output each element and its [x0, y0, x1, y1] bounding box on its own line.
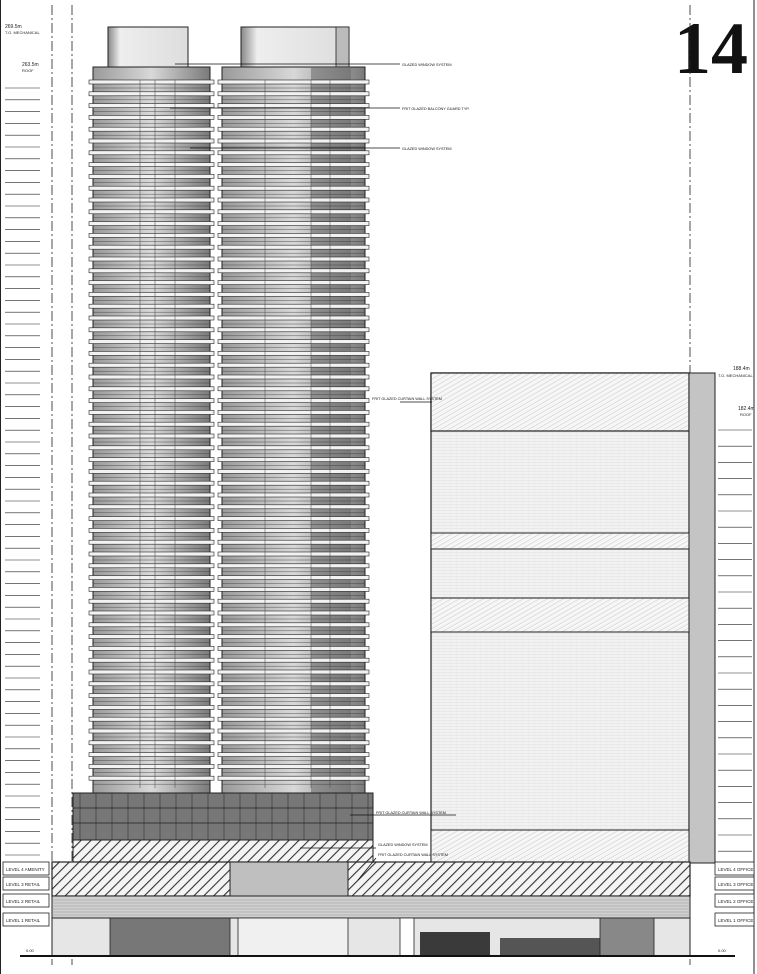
- callout-label: GLAZED WINDOW SYSTEM: [402, 147, 452, 151]
- office-core: [689, 373, 715, 863]
- callout-label: FRIT GLAZED CURTAIN WALL SYSTEM: [372, 397, 442, 401]
- grade-label-right: 0.00: [718, 948, 726, 953]
- base-podium: [20, 862, 735, 956]
- sheet-number: 14: [674, 8, 748, 90]
- left-level-tag: LEVEL 4 AMENITY: [6, 867, 45, 872]
- grade-label-left: 0.00: [26, 948, 34, 953]
- right-level-tag: LEVEL 4 OFFICE: [718, 867, 754, 872]
- tower-right: [218, 27, 369, 793]
- elevation-label-left-1: T.O. MECHANICAL: [5, 30, 40, 35]
- elevation-mark-left-2: 263.5m: [22, 62, 39, 68]
- level-tags-right: [715, 862, 754, 926]
- office-mechanical-screen: [431, 373, 689, 431]
- podium: [73, 793, 373, 862]
- elevation-mark-left-1: 269.5m: [5, 24, 22, 30]
- podium-frit-band: [73, 840, 373, 862]
- tower-right-crown: [241, 27, 349, 67]
- right-level-tag: LEVEL 2 OFFICE: [718, 899, 754, 904]
- left-level-tag: LEVEL 2 RETAIL: [6, 899, 41, 904]
- right-level-scale: [718, 430, 752, 851]
- callout-label: FRIT GLAZED CURTAIN WALL SYSTEM: [378, 853, 448, 857]
- tower-left-crown: [108, 27, 188, 67]
- office-block: [431, 373, 715, 863]
- callout-label: GLAZED WINDOW SYSTEM: [402, 63, 452, 67]
- callout-label: FRIT GLAZED CURTAIN WALL SYSTEM: [376, 811, 446, 815]
- left-level-scale: [5, 88, 40, 855]
- elevation-label-right-2: ROOF: [740, 412, 752, 417]
- elevation-mark-right-2: 182.4m: [738, 406, 755, 412]
- left-level-tag: LEVEL 3 RETAIL: [6, 882, 41, 887]
- callout-label: FRIT GLAZED BALCONY GUARD TYP.: [402, 107, 470, 111]
- elevation-label-left-2: ROOF: [22, 68, 34, 73]
- left-level-tag: LEVEL 1 RETAIL: [6, 918, 41, 923]
- level-tags-left: [3, 862, 49, 926]
- right-level-tag: LEVEL 1 OFFICE: [718, 918, 754, 923]
- elevation-mark-right-1: 188.4m: [733, 366, 750, 372]
- tower-left: [89, 27, 214, 793]
- right-level-tag: LEVEL 3 OFFICE: [718, 882, 754, 887]
- elevation-label-right-1: T.O. MECHANICAL: [718, 373, 753, 378]
- callout-label: GLAZED WINDOW SYSTEM: [378, 843, 428, 847]
